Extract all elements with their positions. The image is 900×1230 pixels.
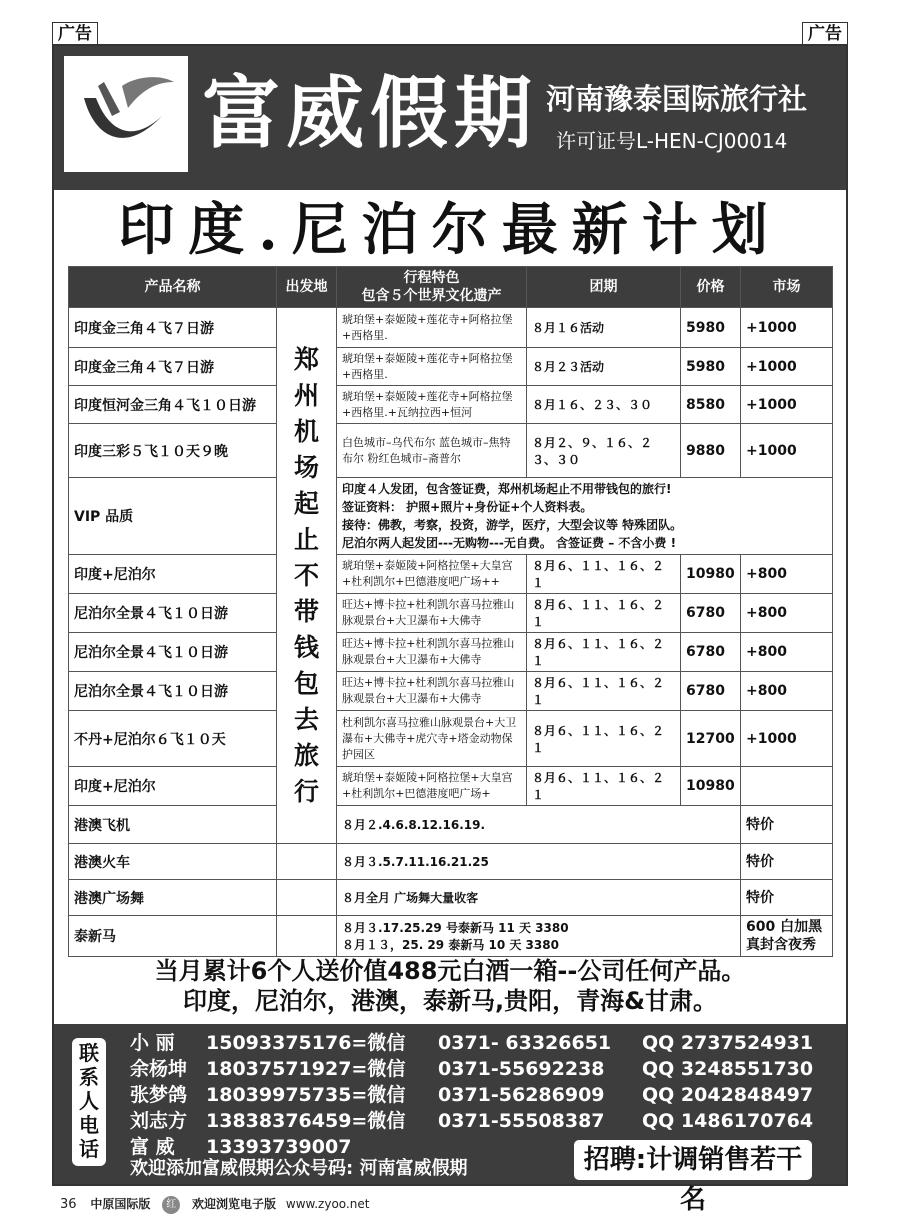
contact-name: 余杨坤 [130, 1058, 188, 1080]
tour-name: 印度恒河金三角４飞１０日游 [69, 386, 277, 424]
header-banner [54, 46, 846, 190]
table-row [69, 672, 833, 711]
tour-name: 尼泊尔全景４飞１０日游 [69, 672, 277, 711]
edition-badge-icon: 红 [162, 1196, 180, 1214]
contact-mobile[interactable]: 18039975735=微信 [206, 1084, 406, 1106]
ad-tag-left: 广告 [52, 22, 98, 46]
tour-market: +800 [741, 555, 833, 594]
tour-name: 不丹+尼泊尔６飞１０天 [69, 711, 277, 767]
contact-name: 小 丽 [130, 1032, 175, 1054]
thai-note [741, 916, 833, 957]
tour-price: 5980 [681, 308, 741, 348]
header-feature-line2: 包含５个世界文化遗产 [361, 288, 502, 304]
tour-feature: 杜利凯尔喜马拉雅山脉观景台+大卫瀑布+大佛寺+虎穴寺+塔金动物保护园区 [337, 711, 527, 767]
tour-dates: ８月１６、２３、３０ [527, 386, 681, 424]
special-note: 特价 [741, 880, 833, 916]
brand-name: 富威假期 [202, 68, 539, 159]
tour-dates: ８月２、９、１６、２３、３０ [527, 424, 681, 478]
tour-name: 印度+尼泊尔 [69, 555, 277, 594]
header-origin: 出发地 [277, 267, 337, 308]
contact-phone[interactable]: 0371- 63326651 [438, 1032, 612, 1054]
contact-phone[interactable]: 0371-56286909 [438, 1084, 605, 1106]
tour-market: +800 [741, 633, 833, 672]
tour-market: +800 [741, 594, 833, 633]
table-row [69, 633, 833, 672]
contact-label-char: 电 [79, 1113, 99, 1137]
contact-label-char: 系 [79, 1065, 99, 1089]
vip-row [69, 478, 833, 555]
tour-price: 6780 [681, 633, 741, 672]
table-row [69, 767, 833, 806]
contact-phone[interactable]: 0371-55508387 [438, 1110, 605, 1132]
contact-label [72, 1038, 106, 1166]
tour-price: 9880 [681, 424, 741, 478]
vip-line: 尼泊尔两人起发团---无购物---无自费。 含签证费 – 不含小费 ! [342, 536, 677, 550]
empty-origin-cell [277, 880, 337, 916]
header-name: 产品名称 [69, 267, 277, 308]
license-number: 许可证号L-HEN-CJ00014 [556, 129, 788, 153]
origin-text: 郑州机场起止不带钱包去旅行 [293, 344, 319, 806]
tour-name: 尼泊尔全景４飞１０日游 [69, 633, 277, 672]
table-row [69, 308, 833, 348]
header-feature-line1: 行程特色 [403, 270, 460, 286]
special-row [69, 880, 833, 916]
contact-mobile[interactable]: 13393739007 [206, 1136, 352, 1158]
header-market: 市场 [741, 267, 833, 308]
contact-qq: QQ 1486170764 [642, 1110, 814, 1132]
contact-name: 富 威 [130, 1136, 175, 1158]
table-row [69, 386, 833, 424]
tour-feature: 琥珀堡+泰姬陵+莲花寺+阿格拉堡+西格里.+瓦纳拉西+恒河 [337, 386, 527, 424]
table-row [69, 348, 833, 386]
tour-name: 印度+尼泊尔 [69, 767, 277, 806]
website-link[interactable]: www.zyoo.net [285, 1197, 370, 1211]
table-row [69, 594, 833, 633]
thai-line: ８月１３，25. 29 泰新马 10 天 3380 [342, 938, 559, 952]
tour-dates: ８月２３活动 [527, 348, 681, 386]
brand-logo [64, 56, 188, 172]
recruit-banner: 招聘:计调销售若干名 [574, 1140, 812, 1180]
special-detail: ８月２.4.6.8.12.16.19. [337, 806, 741, 844]
tour-price: 8580 [681, 386, 741, 424]
tour-price: 12700 [681, 711, 741, 767]
empty-origin-cell [277, 844, 337, 880]
tour-market: +800 [741, 672, 833, 711]
tour-dates: ８月６、１１、１６、２１ [527, 672, 681, 711]
page-title: 印度.尼泊尔最新计划 [118, 197, 782, 263]
page-footer [60, 1194, 369, 1215]
special-detail: ８月全月 广场舞大量收客 [337, 880, 741, 916]
table-row [69, 555, 833, 594]
tour-price: 10980 [681, 767, 741, 806]
brand-logo-icon [64, 56, 188, 172]
special-row [69, 916, 833, 957]
special-row [69, 844, 833, 880]
vip-line: 印度４人发团，包含签证费，郑州机场起止不用带钱包的旅行! [342, 482, 672, 496]
tour-dates: ８月６、１１、１６、２１ [527, 767, 681, 806]
special-name: 港澳飞机 [69, 806, 277, 844]
tour-table [68, 266, 833, 957]
table-header-row [69, 267, 833, 308]
tour-feature: 白色城市–乌代布尔 蓝色城市–焦特布尔 粉红色城市–斋普尔 [337, 424, 527, 478]
tour-market: +1000 [741, 308, 833, 348]
empty-origin-cell [277, 916, 337, 957]
tour-dates: ８月６、１１、１６、２１ [527, 633, 681, 672]
edition-name: 中原国际版 [90, 1197, 151, 1211]
vip-details [337, 478, 833, 555]
tour-price: 10980 [681, 555, 741, 594]
table-row [69, 424, 833, 478]
contact-name: 刘志方 [130, 1110, 188, 1132]
page-number: 36 [60, 1197, 77, 1212]
ad-tag-right: 广告 [802, 22, 848, 46]
wechat-account: 欢迎添加富威假期公众号码: 河南富威假期 [130, 1158, 468, 1179]
tour-price: 6780 [681, 594, 741, 633]
tour-market: +1000 [741, 348, 833, 386]
special-name: 泰新马 [69, 916, 277, 957]
tour-market [741, 767, 833, 806]
tour-market: +1000 [741, 386, 833, 424]
tour-price: 6780 [681, 672, 741, 711]
thai-details [337, 916, 741, 957]
tour-feature: 旺达+博卡拉+杜利凯尔喜马拉雅山脉观景台+大卫瀑布+大佛寺 [337, 672, 527, 711]
header-price: 价格 [681, 267, 741, 308]
special-note: 特价 [741, 806, 833, 844]
special-name: 港澳广场舞 [69, 880, 277, 916]
tour-name: 印度三彩５飞１０天９晚 [69, 424, 277, 478]
contact-qq: QQ 2737524931 [642, 1032, 814, 1054]
promo-line: 当月累计6个人送价值488元白酒一箱--公司任何产品。 [154, 957, 746, 985]
tour-name: 印度金三角４飞７日游 [69, 308, 277, 348]
tour-market: +1000 [741, 424, 833, 478]
agency-name: 河南豫泰国际旅行社 [546, 82, 808, 116]
header-dates: 团期 [527, 267, 681, 308]
contact-mobile[interactable]: 18037571927=微信 [206, 1058, 406, 1080]
contact-label-char: 话 [79, 1137, 99, 1161]
contact-qq: QQ 2042848497 [642, 1084, 814, 1106]
special-row [69, 806, 833, 844]
vip-line: 接待：佛教，考察，投资，游学，医疗，大型会议等 特殊团队。 [342, 518, 683, 532]
tour-feature: 琥珀堡+泰姬陵+阿格拉堡+大皇宫+杜利凯尔+巴德港度吧广场++ [337, 555, 527, 594]
e-edition-tip: 欢迎浏览电子版 [192, 1197, 277, 1211]
tour-dates: ８月１６活动 [527, 308, 681, 348]
table-row [69, 711, 833, 767]
promo-line: 印度，尼泊尔，港澳，泰新马,贵阳，青海&甘肃。 [182, 987, 718, 1015]
contact-phone[interactable]: 0371-55692238 [438, 1058, 605, 1080]
header-feature [337, 267, 527, 308]
tour-market: +1000 [741, 711, 833, 767]
tour-dates: ８月６、１１、１６、２１ [527, 555, 681, 594]
special-name: 港澳火车 [69, 844, 277, 880]
tour-feature: 旺达+博卡拉+杜利凯尔喜马拉雅山脉观景台+大卫瀑布+大佛寺 [337, 594, 527, 633]
tour-feature: 琥珀堡+泰姬陵+阿格拉堡+大皇宫+杜利凯尔+巴德港度吧广场+ [337, 767, 527, 806]
special-detail: ８月３.5.7.11.16.21.25 [337, 844, 741, 880]
vip-line: 签证资料： 护照+照片+身份证+个人资料表。 [342, 500, 593, 514]
contact-label-char: 联 [79, 1041, 99, 1065]
contact-label-char: 人 [79, 1089, 99, 1113]
tour-name: 尼泊尔全景４飞１０日游 [69, 594, 277, 633]
promo-block [54, 956, 846, 1016]
tour-feature: 琥珀堡+泰姬陵+莲花寺+阿格拉堡+西格里. [337, 348, 527, 386]
contact-mobile[interactable]: 15093375176=微信 [206, 1032, 406, 1054]
thai-note-line: 真封含夜秀 [746, 937, 816, 953]
tour-name: 印度金三角４飞７日游 [69, 348, 277, 386]
vip-name: VIP 品质 [69, 478, 277, 555]
thai-line: ８月３.17.25.29 号泰新马 11 天 3380 [342, 921, 569, 935]
tour-feature: 琥珀堡+泰姬陵+莲花寺+阿格拉堡+西格里. [337, 308, 527, 348]
special-note: 特价 [741, 844, 833, 880]
tour-dates: ８月６、１１、１６、２１ [527, 711, 681, 767]
tour-price: 5980 [681, 348, 741, 386]
tour-feature: 旺达+博卡拉+杜利凯尔喜马拉雅山脉观景台+大卫瀑布+大佛寺 [337, 633, 527, 672]
origin-cell [277, 308, 337, 844]
contact-name: 张梦鸽 [130, 1084, 188, 1106]
contact-mobile[interactable]: 13838376459=微信 [206, 1110, 406, 1132]
thai-note-line: 600 白加黑 [746, 919, 823, 935]
contact-qq: QQ 3248551730 [642, 1058, 814, 1080]
tour-dates: ８月６、１１、１６、２１ [527, 594, 681, 633]
